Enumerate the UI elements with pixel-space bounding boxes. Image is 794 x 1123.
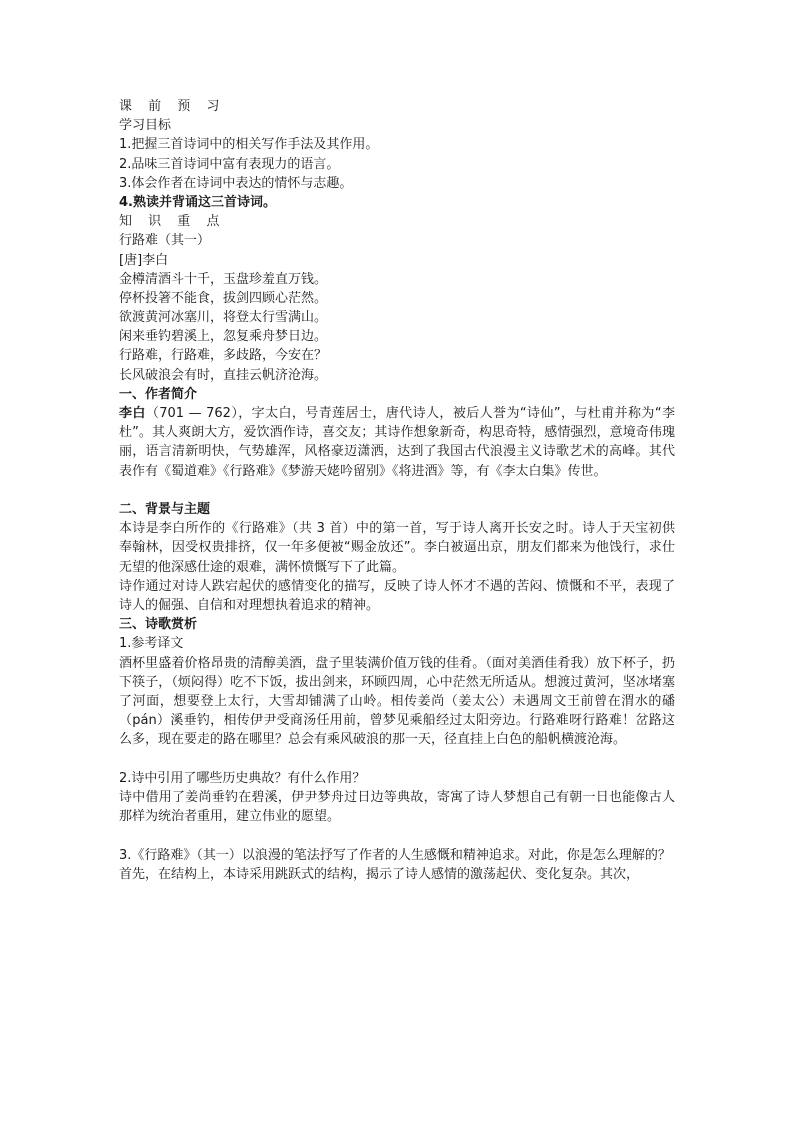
spacer xyxy=(119,750,675,769)
poem-author: [唐]李白 xyxy=(119,252,169,268)
translation-paragraph: 酒杯里盛着价格昂贵的清醇美酒，盘子里装满价值万钱的佳肴。（面对美酒佳肴我）放下杯子，扔下筷子，（烦闷得）吃不下饭，拔出剑来，环顾四周，心中茫然无所适从。想渡过黄河，坚冰堵塞了河面，想要登上太行，大雪却铺满了山岭。相传姜尚（姜太公）未遇周文王前曾在渭水的磻（pán）溪垂钓，相传伊尹受商汤任用前，曾梦见乘船经过太阳旁边。行路难呀行路难！岔路这么多，现在要走的路在哪里？总会有乘风破浪的那一天，径直挂上白色的船帆横渡沧海。 xyxy=(119,655,675,748)
poem-line: 闲来垂钓碧溪上，忽复乘舟梦日边。 xyxy=(119,329,328,345)
answer-paragraph: 诗中借用了姜尚垂钓在碧溪，伊尹梦舟过日边等典故，寄寓了诗人梦想自己有朝一日也能像古人那样为统治者重用，建立伟业的愿望。 xyxy=(119,789,675,825)
objective-item: 4.熟读并背诵这三首诗词。 xyxy=(119,194,276,210)
poem-line: 金樽清酒斗十千，玉盘珍羞直万钱。 xyxy=(119,271,328,287)
author-text: （701 — 762），字太白，号青莲居士，唐代诗人，被后人誉为“诗仙”，与杜甫并称为“李杜”。其人爽朗大方，爱饮酒作诗，喜交友；其诗作想象新奇，构思奇特，感情强烈，意境奇伟瑰丽，语言清新明快，气势雄浑，风格豪迈潇洒，达到了我国古代浪漫主义诗歌艺术的高峰。其代表作有《蜀道难》《行路难》《梦游天姥吟留别》《将进酒》等，有《李太白集》传世。 xyxy=(119,406,675,479)
knowledge-heading: 知 识 重 点 xyxy=(119,214,226,230)
spacer xyxy=(119,481,675,500)
objective-item: 2.品味三首诗词中富有表现力的语言。 xyxy=(119,156,340,172)
author-name: 李白 xyxy=(119,406,146,421)
poem-line: 停杯投箸不能食，拔剑四顾心茫然。 xyxy=(119,290,328,306)
section-heading-author: 一、作者简介 xyxy=(119,386,198,402)
objective-item: 3.体会作者在诗词中表达的情怀与志趣。 xyxy=(119,175,353,191)
spacer xyxy=(119,826,675,845)
section-heading-background: 二、背景与主题 xyxy=(119,502,211,517)
background-paragraph: 本诗是李白所作的《行路难》（共 3 首）中的第一首，写于诗人离开长安之时。诗人于天宝初供奉翰林，因受权贵排挤，仅一年多便被“赐金放还”。李白被逼出京，朋友们都来为他饯行，求仕无望的他深感仕途的艰难，满怀愤慨写下了此篇。 xyxy=(119,521,675,575)
objective-item: 1.把握三首诗词中的相关写作手法及其作用。 xyxy=(119,137,379,153)
question-heading: 3.《行路难》（其一）以浪漫的笔法抒写了作者的人生感慨和精神追求。对此，你是怎么理解的？ xyxy=(119,847,671,863)
poem-line: 长风破浪会有时，直挂云帆济沧海。 xyxy=(119,367,328,383)
poem-line: 欲渡黄河冰塞川，将登太行雪满山。 xyxy=(119,310,328,326)
objectives-heading: 学习目标 xyxy=(119,118,172,134)
question-heading: 1.参考译文 xyxy=(119,636,184,652)
theme-paragraph: 诗作通过对诗人跌宕起伏的感情变化的描写，反映了诗人怀才不遇的苦闷、愤慨和不平，表现了诗人的倔强、自信和对理想执着追求的精神。 xyxy=(119,578,675,613)
section-heading-appreciation: 三、诗歌赏析 xyxy=(119,617,198,633)
poem-title: 行路难（其一） xyxy=(119,233,211,249)
page-title: 课 前 预 习 xyxy=(119,99,226,114)
answer-paragraph: 首先，在结构上，本诗采用跳跃式的结构，揭示了诗人感情的激荡起伏、变化复杂。其次， xyxy=(119,866,640,882)
document-body xyxy=(119,97,675,884)
question-heading: 2.诗中引用了哪些历史典故？有什么作用？ xyxy=(119,770,366,786)
poem-line: 行路难，行路难，多歧路，今安在？ xyxy=(119,348,328,364)
author-paragraph xyxy=(119,404,675,481)
